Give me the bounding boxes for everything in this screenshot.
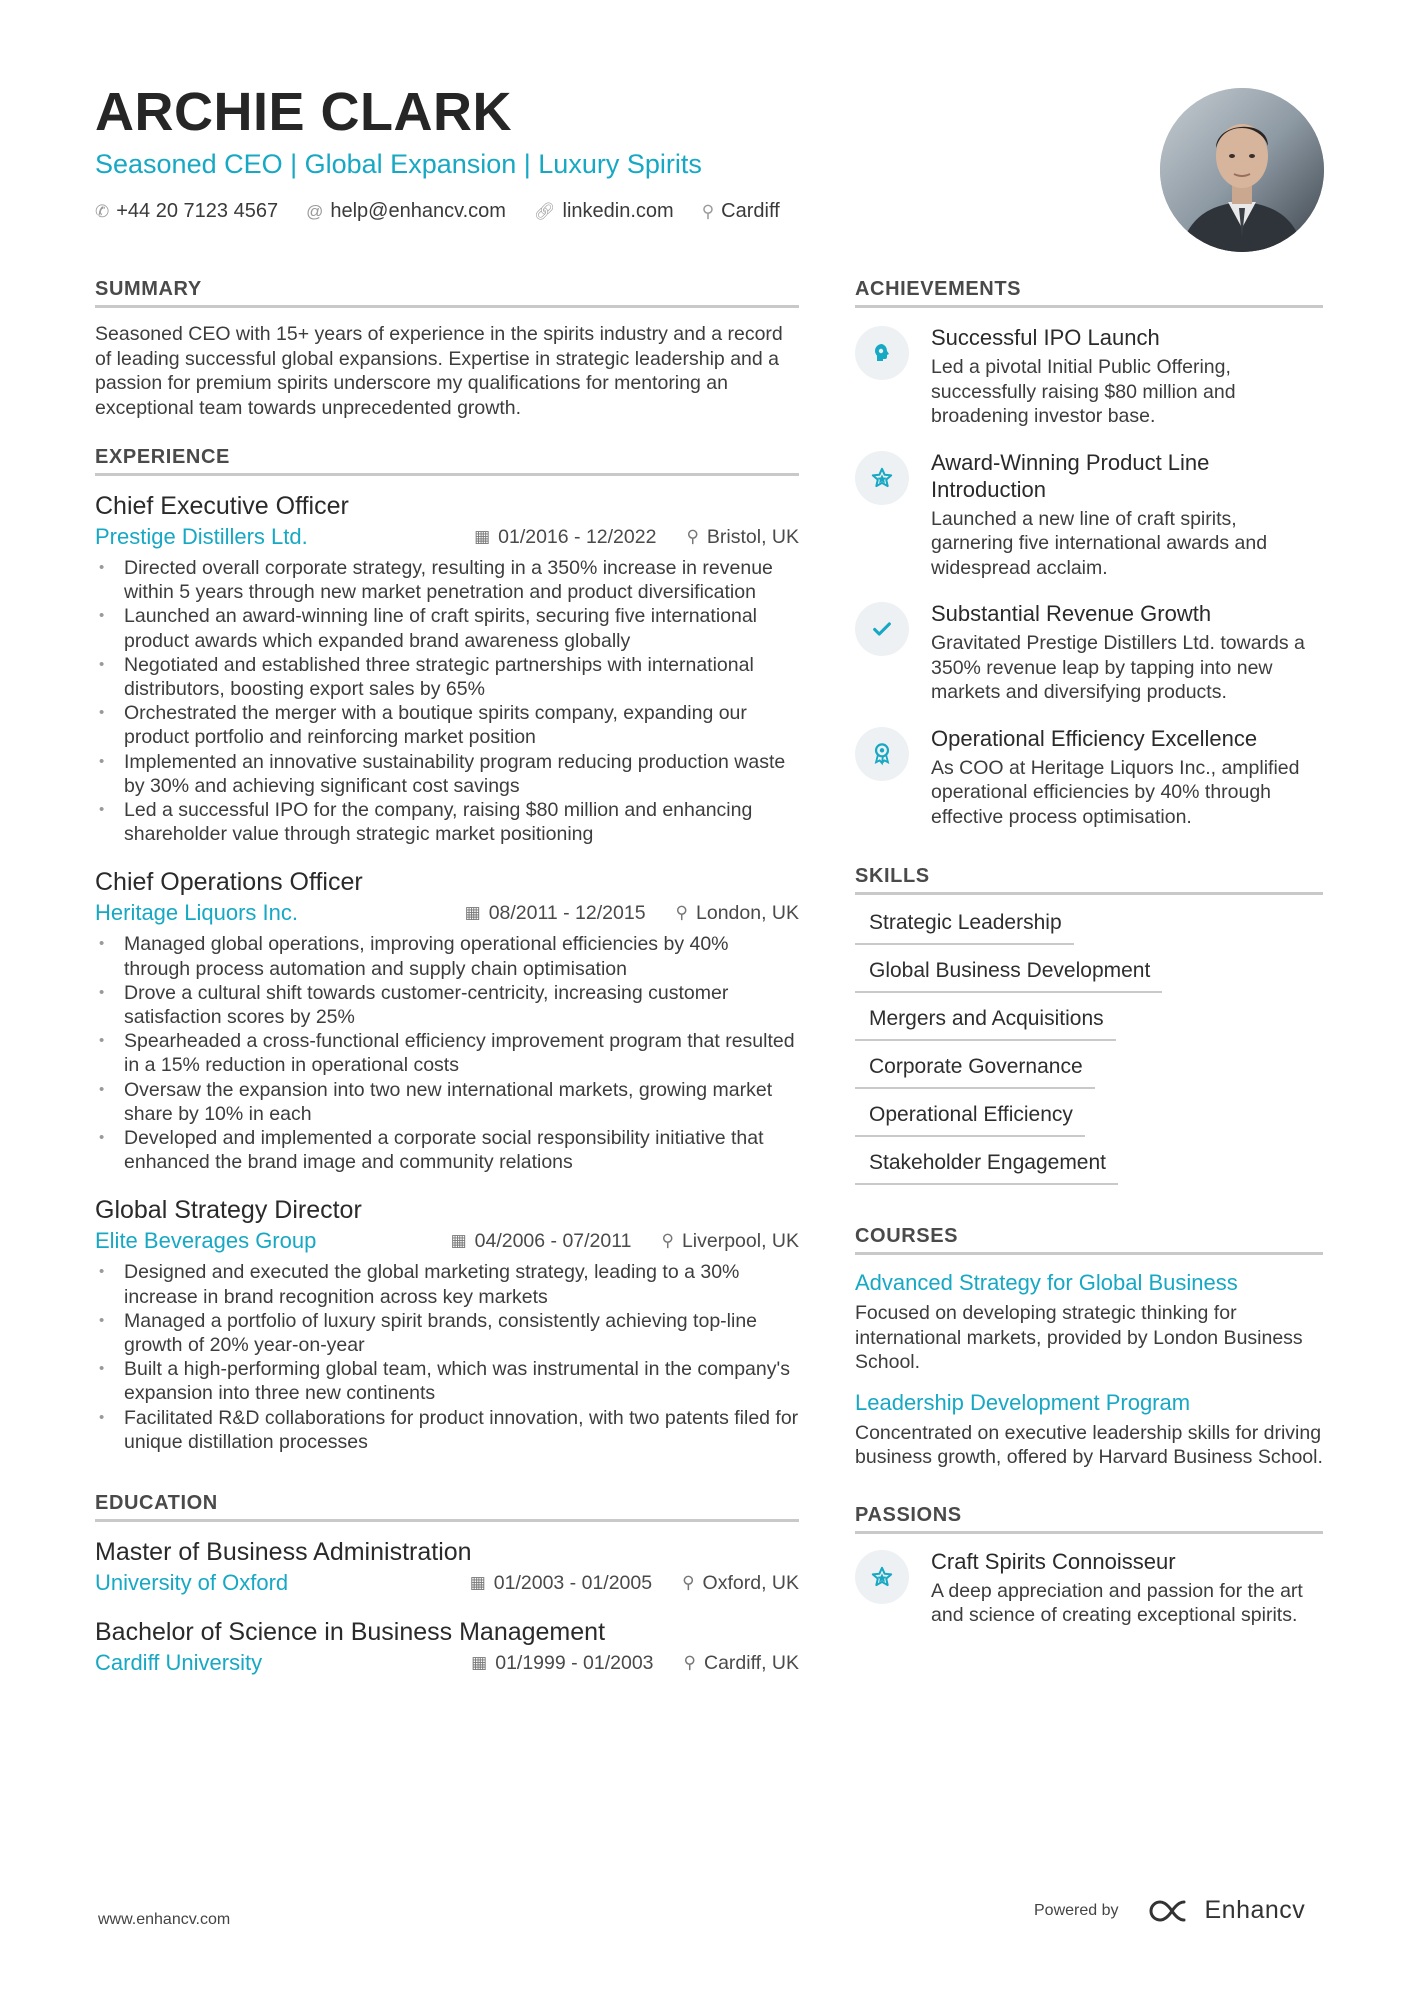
powered-by-text: Powered by xyxy=(1034,1901,1119,1919)
job-meta xyxy=(95,1228,799,1254)
education-entry xyxy=(95,1536,799,1596)
job-entry xyxy=(95,1194,799,1454)
skill-tag: Corporate Governance xyxy=(855,1055,1095,1089)
job-meta-right xyxy=(451,1230,799,1253)
achievement-item xyxy=(855,449,1323,581)
bullet: • Spearheaded a cross-functional efficiency improvement program that resulted in a 15% reduction in operational costs xyxy=(95,1029,799,1077)
calendar-icon: ▦ xyxy=(469,1573,486,1593)
degree-title: Master of Business Administration xyxy=(95,1538,472,1567)
location-pin-icon: ⚲ xyxy=(683,1653,696,1673)
experience-heading: EXPERIENCE xyxy=(95,446,799,476)
passion-title: Craft Spirits Connoisseur xyxy=(931,1548,1176,1574)
education-heading: EDUCATION xyxy=(95,1492,799,1522)
skills-section xyxy=(855,865,1323,1185)
course-item xyxy=(855,1269,1323,1375)
education-dates-text: 01/2003 - 01/2005 xyxy=(493,1571,653,1594)
achievement-item xyxy=(855,725,1323,830)
job-dates-text: 01/2016 - 12/2022 xyxy=(498,525,657,548)
location-pin-icon: ⚲ xyxy=(661,1231,674,1251)
calendar-icon: ▦ xyxy=(474,527,491,546)
check-icon xyxy=(855,602,909,656)
calendar-icon: ▦ xyxy=(450,1231,467,1251)
company-name: Prestige Distillers Ltd. xyxy=(95,524,308,549)
summary-section xyxy=(95,278,799,420)
course-desc: Concentrated on executive leadership skills for driving business growth, offered by Harvard Business School. xyxy=(855,1421,1323,1468)
bullet: • Managed global operations, improving operational efficiencies by 40% through process automation and supply chain optimisation xyxy=(95,932,799,980)
job-title: Global Strategy Director xyxy=(95,1196,362,1225)
courses-section xyxy=(855,1225,1323,1470)
summary-text: Seasoned CEO with 15+ years of experience in the spirits industry and a record of leading successful global expansions. Expertise in strategic leadership and a passion for premium spirits underscore my qualifications for mentoring an exceptional team towards unprecedented growth. xyxy=(95,323,783,419)
job-title: Chief Operations Officer xyxy=(95,868,363,897)
bullet: • Launched an award-winning line of craft spirits, securing five international product awards which expanded brand awareness globally xyxy=(95,604,799,652)
bullet: • Developed and implemented a corporate social responsibility initiative that enhanced the brand image and community relations xyxy=(95,1126,799,1174)
achievement-title: Substantial Revenue Growth xyxy=(931,601,1212,626)
left-column xyxy=(95,278,799,1702)
achievement-title: Award-Winning Product Line Introduction xyxy=(931,449,1210,502)
job-entry xyxy=(95,866,799,1174)
course-title: Advanced Strategy for Global Business xyxy=(855,1270,1238,1295)
job-location xyxy=(661,1230,799,1253)
star-icon xyxy=(855,451,909,505)
star-icon xyxy=(855,1550,909,1604)
achievement-desc: Led a pivotal Initial Public Offering, successfully raising $80 million and broadening investor base. xyxy=(931,356,1236,427)
candidate-name: ARCHIE CLARK xyxy=(95,82,512,142)
location-pin-icon: ⚲ xyxy=(701,201,715,221)
at-icon: @ xyxy=(306,201,324,221)
school-name: Cardiff University xyxy=(95,1650,263,1676)
passions-heading: PASSIONS xyxy=(855,1504,1323,1534)
achievement-item xyxy=(855,324,1323,429)
education-meta-right xyxy=(470,1572,799,1595)
bullet: • Designed and executed the global marketing strategy, leading to a 30% increase in brand recognition across key markets xyxy=(95,1260,799,1308)
achievement-desc: Gravitated Prestige Distillers Ltd. towards a 350% revenue leap by tapping into new markets and diversifying products. xyxy=(931,632,1305,703)
job-bullets xyxy=(95,932,799,1174)
location-pin-icon: ⚲ xyxy=(682,1573,695,1593)
footer-website[interactable]: www.enhancv.com xyxy=(98,1911,231,1928)
bullet: • Implemented an innovative sustainability program reducing production waste by 30% and achieving significant cost savings xyxy=(95,750,799,798)
course-title: Leadership Development Program xyxy=(855,1389,1191,1415)
education-section xyxy=(95,1492,799,1676)
job-dates xyxy=(451,1230,632,1253)
contact-linkedin[interactable] xyxy=(534,200,674,223)
education-entry xyxy=(95,1616,799,1676)
profile-photo xyxy=(1160,88,1324,252)
courses-heading: COURSES xyxy=(855,1225,1323,1255)
job-meta xyxy=(95,900,799,926)
achievements-heading: ACHIEVEMENTS xyxy=(855,278,1323,308)
job-meta-right xyxy=(474,526,799,549)
bullet: • Oversaw the expansion into two new international markets, growing market share by 10% in each xyxy=(95,1078,799,1126)
job-dates xyxy=(474,526,656,549)
education-meta xyxy=(95,1650,799,1676)
education-dates xyxy=(470,1572,652,1595)
bullet: • Negotiated and established three strategic partnerships with international distributors, boosting export sales by 65% xyxy=(95,653,799,701)
education-meta xyxy=(95,1570,799,1596)
achievement-item xyxy=(855,600,1323,705)
job-location-text: Liverpool, UK xyxy=(681,1229,799,1252)
lightbulb-head-icon xyxy=(855,326,909,380)
skill-tag: Strategic Leadership xyxy=(855,911,1074,945)
contact-location xyxy=(702,200,780,223)
degree-title: Bachelor of Science in Business Management xyxy=(95,1618,606,1647)
phone-text: +44 20 7123 4567 xyxy=(116,200,279,222)
job-dates-text: 08/2011 - 12/2015 xyxy=(488,901,646,924)
job-meta xyxy=(95,524,799,550)
headline: Seasoned CEO | Global Expansion | Luxury Spirits xyxy=(95,149,702,179)
experience-section xyxy=(95,446,799,1454)
education-location-text: Cardiff, UK xyxy=(703,1651,799,1674)
location-pin-icon: ⚲ xyxy=(686,527,699,546)
skill-tag: Mergers and Acquisitions xyxy=(855,1007,1116,1041)
course-item xyxy=(855,1389,1323,1470)
achievement-body xyxy=(931,449,1323,581)
job-location xyxy=(676,902,799,925)
email-text[interactable]: help@enhancv.com xyxy=(330,200,506,222)
skill-tag: Global Business Development xyxy=(855,959,1162,993)
right-column xyxy=(855,278,1323,1654)
education-dates-text: 01/1999 - 01/2003 xyxy=(495,1651,654,1674)
job-bullets xyxy=(95,556,799,846)
passion-body xyxy=(931,1548,1323,1628)
achievement-title: Operational Efficiency Excellence xyxy=(931,725,1258,751)
job-location xyxy=(686,526,799,549)
skill-tag: Stakeholder Engagement xyxy=(855,1151,1118,1185)
achievement-body xyxy=(931,324,1323,429)
job-location-text: Bristol, UK xyxy=(706,525,799,548)
phone-icon: ✆ xyxy=(95,201,110,221)
job-meta-right xyxy=(465,902,799,925)
bullet: • Facilitated R&D collaborations for product innovation, with two patents filed for unique distillation processes xyxy=(95,1406,799,1454)
link-icon: 🔗︎ xyxy=(533,201,556,221)
job-location-text: London, UK xyxy=(696,901,799,924)
passions-section xyxy=(855,1504,1323,1628)
achievement-desc: As COO at Heritage Liquors Inc., amplified operational efficiencies by 40% through effective process optimisation. xyxy=(931,756,1300,828)
bullet: • Orchestrated the merger with a boutique spirits company, expanding our product portfolio and reinforcing market position xyxy=(95,701,799,749)
infinity-logo-icon xyxy=(1149,1898,1195,1924)
contact-phone xyxy=(95,200,278,223)
skills-heading: SKILLS xyxy=(855,865,1323,895)
medal-icon xyxy=(855,727,909,781)
skills-list xyxy=(855,911,1323,1185)
job-entry xyxy=(95,490,799,846)
calendar-icon: ▦ xyxy=(471,1653,488,1673)
bullet: • Drove a cultural shift towards customer-centricity, increasing customer satisfaction scores by 25% xyxy=(95,981,799,1029)
passion-desc: A deep appreciation and passion for the art and science of creating exceptional spirits. xyxy=(931,1579,1303,1626)
linkedin-text[interactable]: linkedin.com xyxy=(562,200,674,222)
passion-item xyxy=(855,1548,1323,1628)
achievement-body xyxy=(931,600,1323,705)
calendar-icon: ▦ xyxy=(464,903,481,923)
bullet: • Led a successful IPO for the company, raising $80 million and enhancing shareholder value through strategic market positioning xyxy=(95,798,799,846)
brand-name: Enhancv xyxy=(1204,1896,1306,1924)
header xyxy=(95,80,1095,223)
job-dates xyxy=(465,902,646,925)
education-location xyxy=(682,1572,799,1595)
achievement-desc: Launched a new line of craft spirits, garnering five international awards and widespread acclaim. xyxy=(931,507,1268,579)
education-location-text: Oxford, UK xyxy=(702,1571,799,1594)
job-title: Chief Executive Officer xyxy=(95,492,349,520)
job-dates-text: 04/2006 - 07/2011 xyxy=(474,1229,632,1252)
education-dates xyxy=(471,1652,653,1675)
location-text: Cardiff xyxy=(721,200,780,222)
footer-branding xyxy=(1034,1896,1305,1925)
location-pin-icon: ⚲ xyxy=(675,903,688,923)
avatar-illustration xyxy=(1160,88,1324,252)
school-name: University of Oxford xyxy=(95,1570,289,1596)
education-location xyxy=(684,1652,799,1675)
course-desc: Focused on developing strategic thinking for international markets, provided by London Business School. xyxy=(855,1302,1303,1373)
job-bullets xyxy=(95,1260,799,1454)
achievements-section xyxy=(855,278,1323,829)
bullet: • Managed a portfolio of luxury spirit brands, consistently achieving top-line growth of 20% year-on-year xyxy=(95,1309,799,1357)
bullet: • Directed overall corporate strategy, resulting in a 350% increase in revenue within 5 years through new market penetration and product diversification xyxy=(95,556,799,604)
contact-bar xyxy=(95,200,1095,223)
summary-heading: SUMMARY xyxy=(95,278,799,308)
achievement-body xyxy=(931,725,1323,830)
skill-tag: Operational Efficiency xyxy=(855,1103,1085,1137)
education-meta-right xyxy=(471,1652,799,1675)
bullet: • Built a high-performing global team, which was instrumental in the company's expansion into three new continents xyxy=(95,1357,799,1405)
company-name: Elite Beverages Group xyxy=(95,1228,317,1254)
contact-email[interactable] xyxy=(306,200,506,223)
brand-logo[interactable] xyxy=(1149,1896,1306,1925)
achievement-title: Successful IPO Launch xyxy=(931,325,1160,350)
company-name: Heritage Liquors Inc. xyxy=(95,900,298,926)
